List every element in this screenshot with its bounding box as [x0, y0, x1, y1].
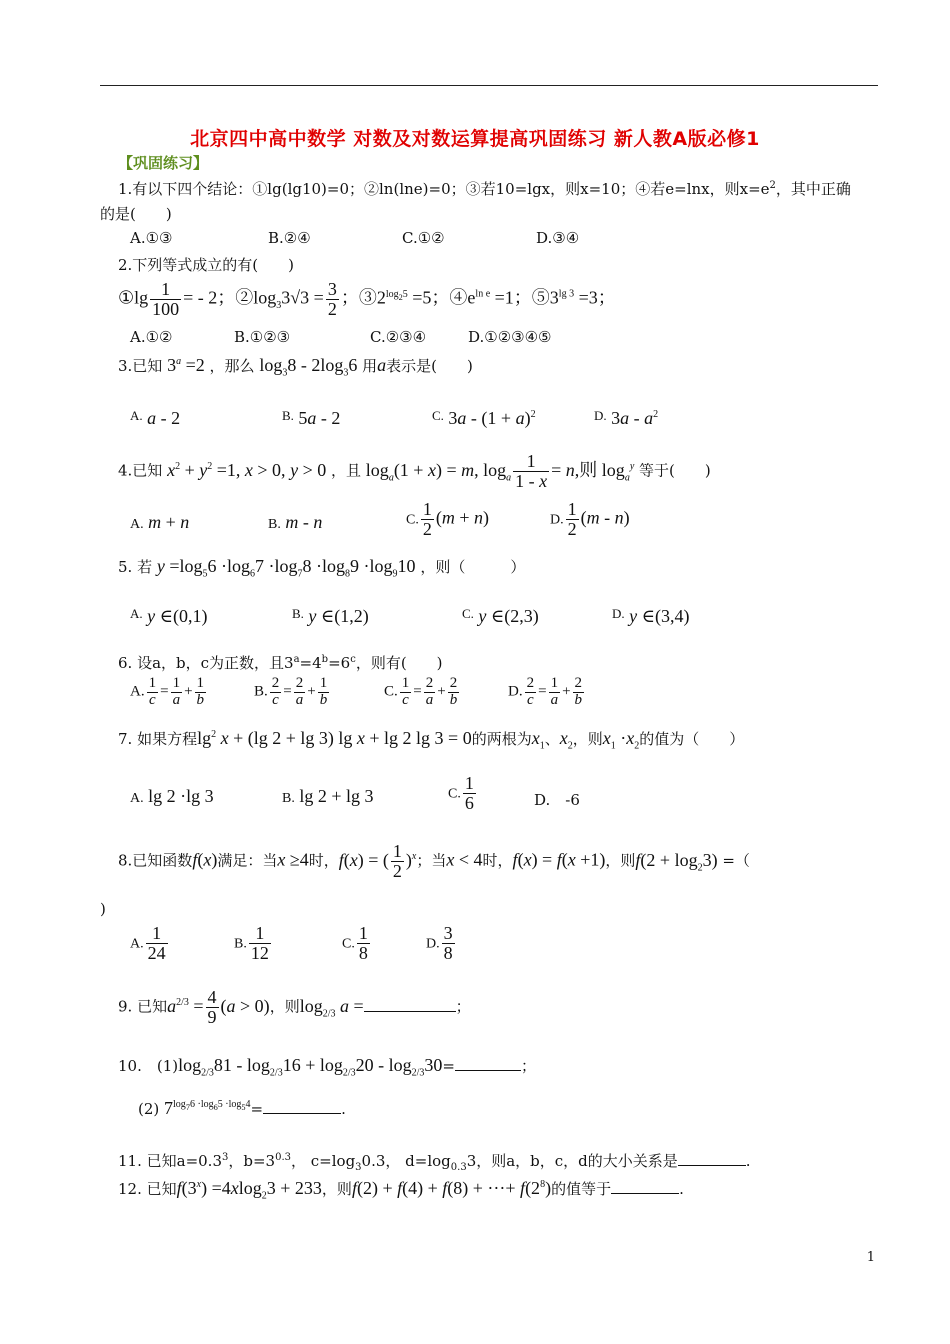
- q7-option-a: A. lg 2 ·lg 3: [130, 786, 214, 806]
- section-label: 【巩固练习】: [118, 154, 209, 172]
- q1-option-b: B.②④: [268, 229, 311, 247]
- q7-mid2: ，则: [572, 730, 603, 748]
- q6-option-c: C. $\frac{1}{c}$ = $\frac{2}{a}$ + $\frac{2}{b}$: [384, 675, 458, 708]
- q4-option-c: C. $\frac{1}{2}$ (m + n): [406, 499, 489, 539]
- q7-option-d: D. -6: [534, 791, 580, 809]
- q7-tail: 的值为（ ）: [639, 730, 745, 748]
- q5-option-d: $^{D.}$ y ∈(3,4): [612, 606, 690, 626]
- q8-satisfy: 满足：当: [217, 851, 278, 870]
- question-8: 8.已知函数f(x)满足：当x ≥4时，f(x) = ( $\frac{1}{2}$ )$^x$；当x < 4时，f(x) = f(x +1)，则$f(2 + \log_23)$ =（: [118, 841, 750, 881]
- page-number: 1: [866, 1250, 875, 1265]
- q3-stem: 3.已知: [118, 357, 163, 375]
- q11-answer-blank[interactable]: [678, 1165, 746, 1166]
- q10-part2-blank[interactable]: [263, 1113, 341, 1114]
- q3-tail-a: 用: [362, 357, 378, 375]
- question-4: 4.已知 $x^2 + y^2 =1$, x > 0, y > 0 ，且 $\log_a(1 + x) = m$, $\log_a$ $\frac{1}{1 - x}$ = n,则 $\log_a^y$ 等于( ): [118, 451, 711, 491]
- q4-option-a: A. m + n: [130, 512, 190, 532]
- question-6: 6. 设a，b，c为正数，且$3^a=4^b=6^c$，则有( ): [118, 654, 443, 672]
- q1-option-a: A.①③: [130, 229, 173, 247]
- question-9: 9. 已知$a^{2/3}$ = $\frac{4}{9}$ (a > 0)，则$\log_{2/3} a$ = ；: [118, 987, 471, 1027]
- q11-b: ，b=3: [228, 1152, 276, 1170]
- q7-sep: 、: [544, 730, 560, 748]
- q10-part1-label: (1): [156, 1057, 179, 1075]
- q6-option-a: A. $\frac{1}{c}$ = $\frac{1}{a}$ + $\frac{1}{b}$: [130, 675, 205, 708]
- q1-sup: 2: [769, 180, 776, 191]
- q8-option-a: A. $\frac{1}{24}$: [130, 923, 166, 963]
- question-7: 7. 如果方程$\lg^2 x + (\lg$ 2 + lg 3) lg x + lg 2 lg 3 = 0的两根为$x_1$、$x_2$，则$x_1 \cdot x_2$的值为（ ）: [118, 728, 745, 752]
- question-10-part-1: 10. $(1)\log_{2/3}81 - \log_{2/3}16 + \log_{2/3}20 - \log_{2/3}30=$ ；: [118, 1055, 537, 1079]
- q12-mid: ，则: [321, 1180, 352, 1198]
- q3-option-d: $^{D.}$ $3a - a^2$: [594, 408, 659, 428]
- q3-option-a: $^{A.}$ a - 2: [130, 408, 181, 428]
- q11-e: 3，则a，b，c，d的大小关系是: [466, 1152, 678, 1170]
- q10-part2-label: (2): [138, 1100, 160, 1118]
- q8-wrap: ): [100, 900, 106, 918]
- question-2: 2.下列等式成立的有( ): [118, 256, 295, 274]
- q2-option-b: B.①②③: [234, 328, 291, 346]
- q8-then: ，则: [605, 851, 636, 870]
- q3-option-c: $^{C.}$ $3a - (1 + a)^2$: [432, 408, 536, 428]
- q4-option-d: D. $\frac{1}{2}$ (m - n): [550, 499, 630, 539]
- q8-option-d: D. $\frac{3}{8}$: [426, 923, 453, 963]
- q9-stem: 9. 已知: [118, 997, 168, 1016]
- q6-option-d: D. $\frac{2}{c}$ = $\frac{1}{a}$ + $\frac{2}{b}$: [508, 675, 583, 708]
- q4-tail: 等于( ): [639, 461, 711, 480]
- q3-tail-b: 表示是( ): [386, 357, 473, 375]
- q8-stem: 8.已知函数: [118, 851, 193, 870]
- q9-answer-blank[interactable]: [364, 1011, 456, 1012]
- q9-mid: ，则: [269, 997, 300, 1016]
- q7-mid: 的两根为: [471, 730, 532, 748]
- q12-answer-blank[interactable]: [611, 1193, 679, 1194]
- q1-stem: 1.有以下四个结论：①lg(lg10)=0；②ln(lne)=0；③若10=lgx，则x=10；④若e=lnx，则x=e: [118, 180, 770, 198]
- question-3: 3.已知 $3^a =2$ ，那么 $\log_38 - 2\log_36$ 用a表示是( ): [118, 355, 473, 379]
- q5-option-b: $^{B.}$ y ∈(1,2): [292, 606, 369, 626]
- q2-option-d: D.①②③④⑤: [468, 328, 552, 346]
- q1-wrap: 的是( ): [100, 205, 172, 223]
- q1-option-d: D.③④: [536, 229, 580, 247]
- q10-part1-blank[interactable]: [455, 1070, 521, 1071]
- q6-option-b: B. $\frac{2}{c}$ = $\frac{2}{a}$ + $\frac{1}{b}$: [254, 675, 328, 708]
- q8-semi: ；当: [416, 851, 447, 870]
- q2-option-c: C.②③④: [370, 328, 427, 346]
- q6-stem: 6. 设a，b，c为正数，且3: [118, 654, 294, 672]
- q2-formulas: ①lg $\frac{1}{100}$ = - 2；$②\log_33√3$ = $\frac{3}{2}$ ；$③2^{log_25} =5$；$④e^{ln e} =1$；$⑤3^{lg 3} =3$；: [118, 279, 616, 319]
- q4-mid: ，且: [331, 461, 362, 480]
- q6-tail: ，则有( ): [355, 654, 443, 672]
- question-5: 5. 若 $y =\log_56 \cdot\log_67 \cdot\log_78 \cdot\log_89 \cdot\log_910$ ，则（ ）: [118, 556, 526, 580]
- q5-stem: 5. 若: [118, 558, 153, 576]
- q4-option-b: B. m - n: [268, 512, 323, 532]
- question-12: 12. 已知$f(3^x) =4xlog_23 + 233$，则f(2) + f(4) + f(8) + ···+ $f(2^8)$的值等于 .: [118, 1178, 684, 1202]
- q2-option-a: A.①②: [130, 328, 173, 346]
- q10-number: 10.: [118, 1057, 142, 1075]
- q8-option-b: B. $\frac{1}{12}$: [234, 923, 269, 963]
- q8-when: 时，: [308, 851, 339, 870]
- header-rule: [100, 85, 878, 86]
- q7-stem: 7. 如果方程: [118, 730, 198, 748]
- q12-stem: 12. 已知: [118, 1180, 177, 1198]
- q11-c: ， c=log: [291, 1152, 356, 1170]
- q3-mid: ，那么: [209, 357, 255, 375]
- q1-stem-tail: ，其中正确: [775, 180, 851, 198]
- question-10-part-2: (2) $7^{log_76 \cdot log_65 \cdot log_54}=$ .: [138, 1098, 346, 1118]
- question-1: [118, 178, 851, 199]
- q12-tail: 的值等于: [551, 1180, 612, 1198]
- q7-option-b: B. lg 2 + lg 3: [282, 786, 374, 806]
- question-11: 11. 已知$a=0.3^3$，$b=3^{0.3}$， $c=\log_30.3$， $d=\log_{0.3}3$，则a，b，c，d的大小关系是 .: [118, 1152, 751, 1173]
- q3-option-b: $^{B.}$ 5a - 2: [282, 408, 341, 428]
- q5-option-a: $^{A.}$ y ∈(0,1): [130, 606, 208, 626]
- q11-d: 0.3， d=log: [361, 1152, 451, 1170]
- page-title: 北京四中高中数学 对数及对数运算提高巩固练习 新人教A版必修1: [190, 128, 760, 150]
- q5-tail: ，则（ ）: [420, 558, 526, 576]
- q11-a: 11. 已知a=0.3: [118, 1152, 222, 1170]
- q8-option-c: C. $\frac{1}{8}$: [342, 923, 368, 963]
- q1-option-c: C.①②: [402, 229, 445, 247]
- q5-option-c: $^{C.}$ y ∈(2,3): [462, 606, 539, 626]
- q4-stem: 4.已知: [118, 461, 163, 480]
- q7-option-c: C. $\frac{1}{6}$: [448, 773, 474, 813]
